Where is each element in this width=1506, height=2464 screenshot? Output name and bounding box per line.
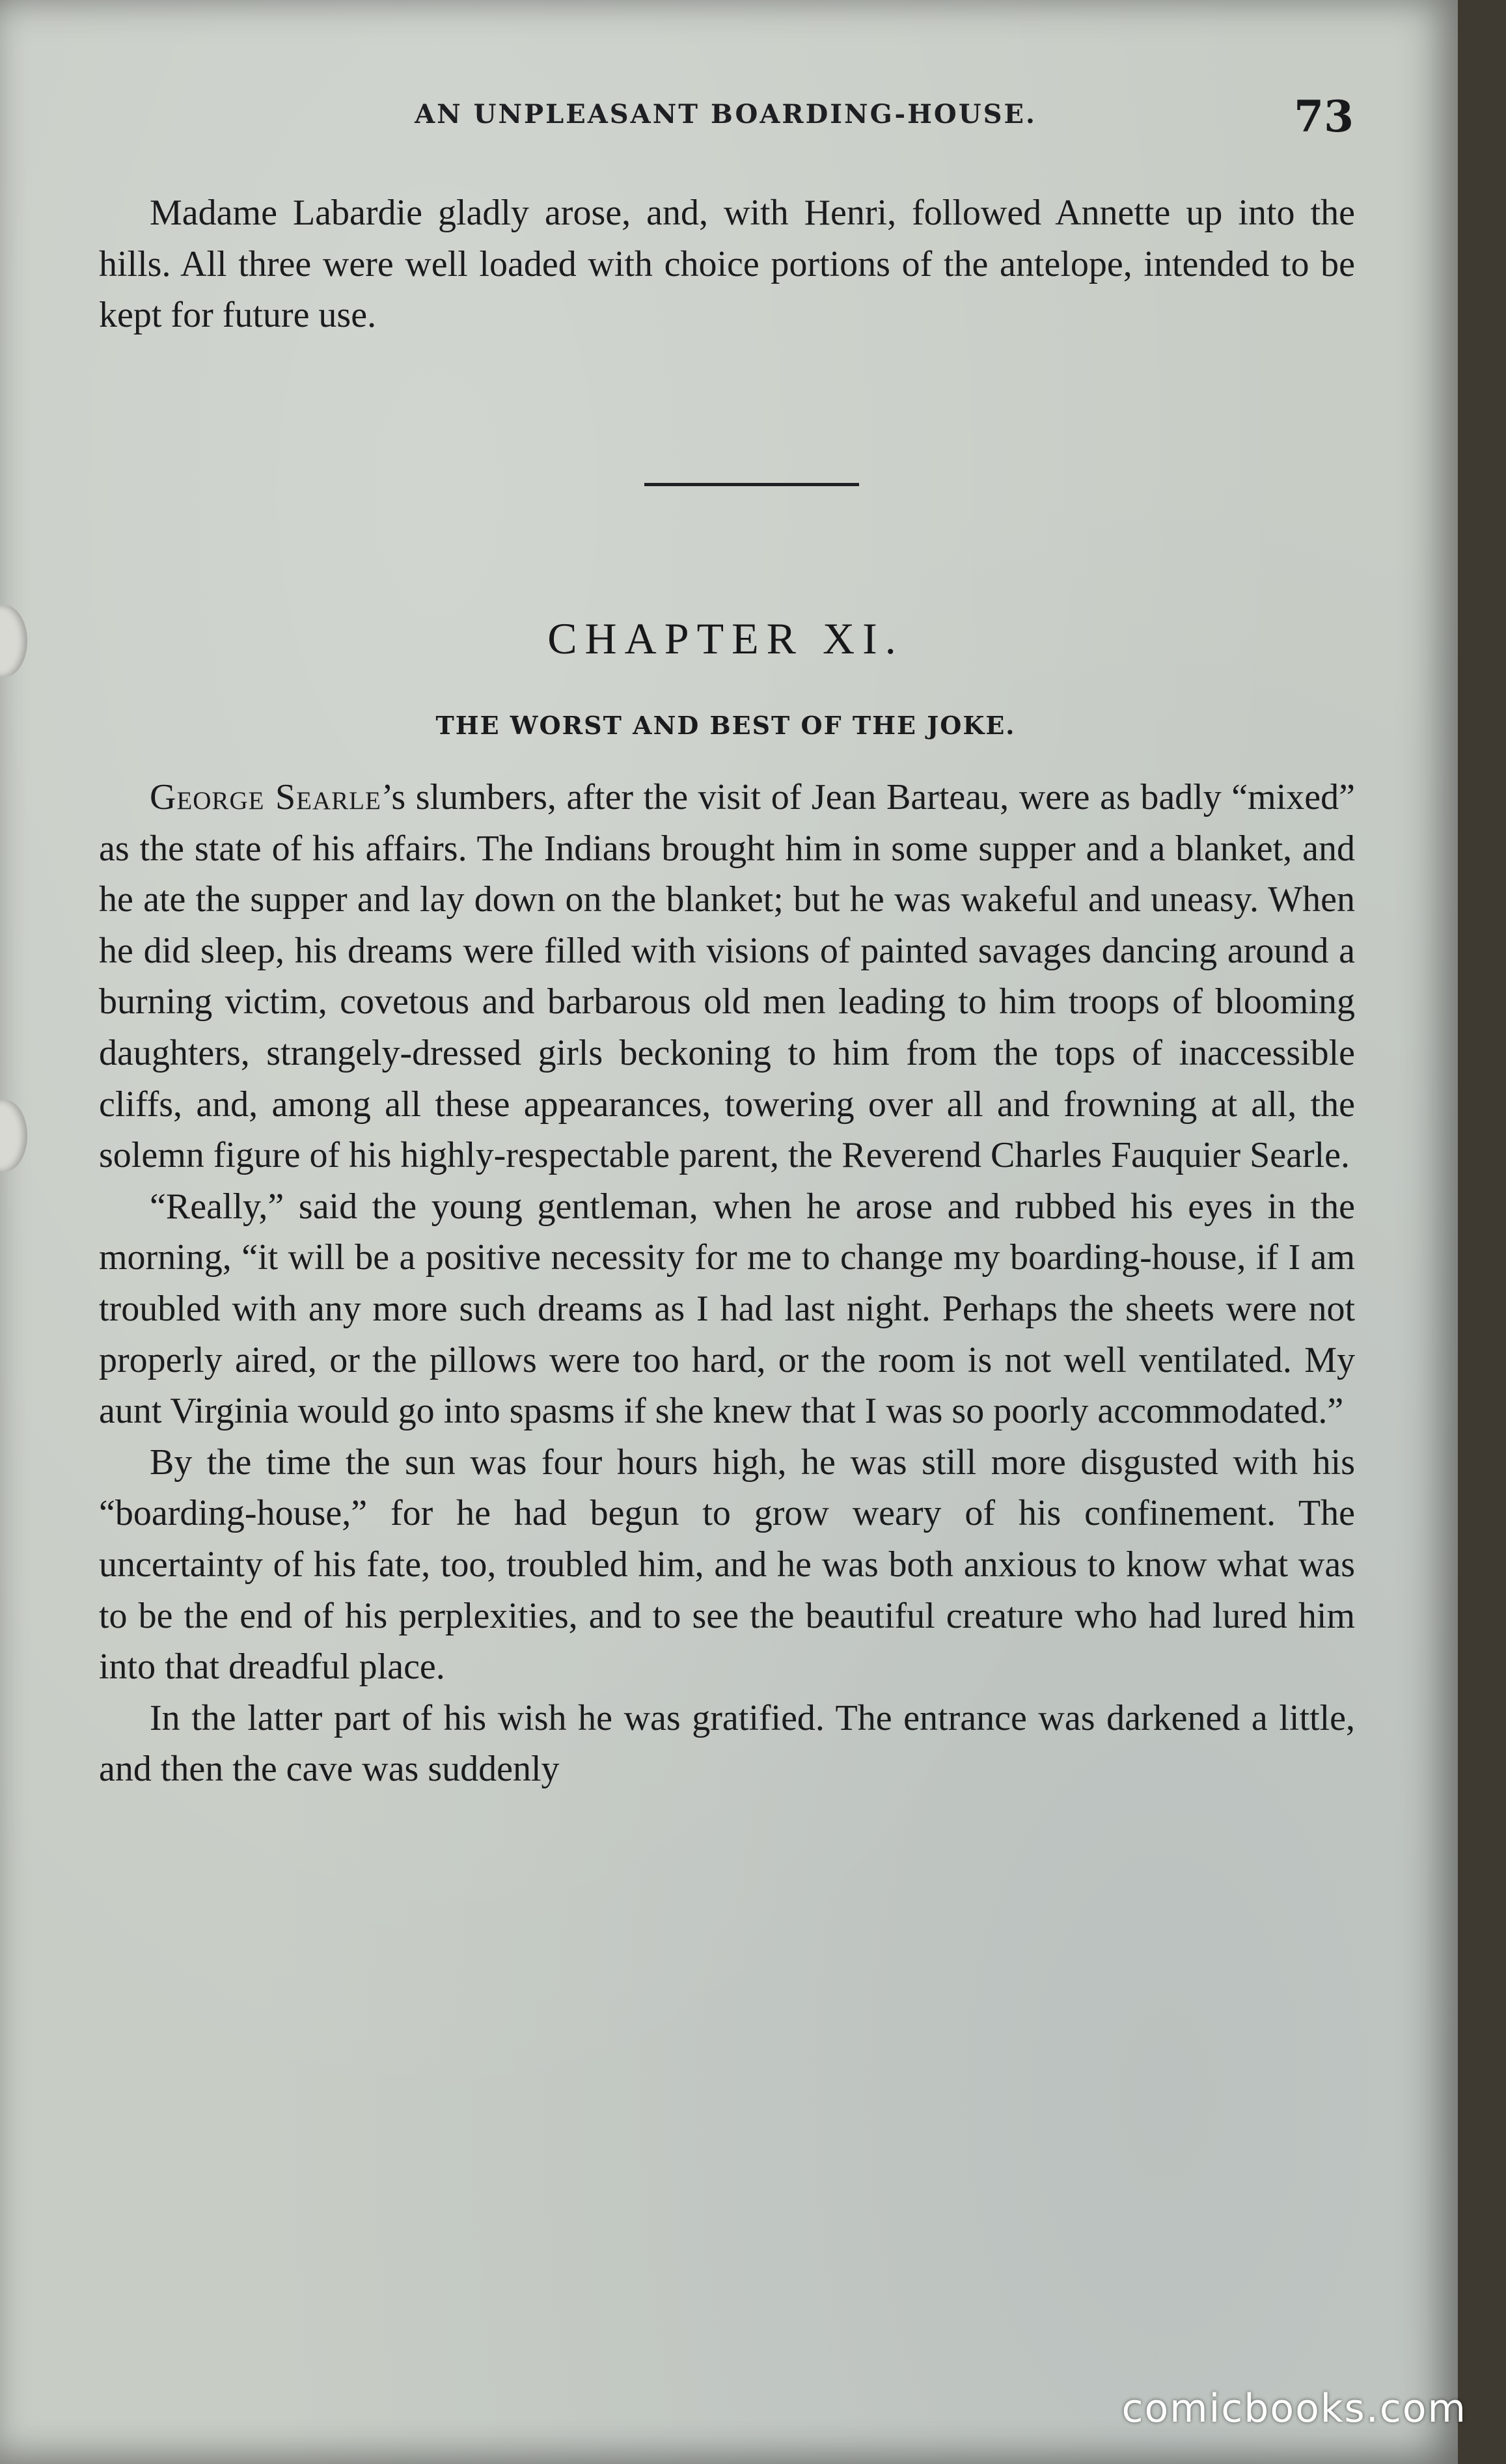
opening-text [99, 187, 1355, 341]
binding-hole [0, 1100, 27, 1171]
paragraph-text: ’s slumbers, after the visit of Jean Barteau, were as badly “mixed” as the state of his affairs. The Indians brought him in some supper and a blanket, and he ate the supper and lay down on the blanket; but he was wakeful and uneasy. When he did sleep, his dreams were filled with visions of painted savages dancing around a burning victim, covetous and barbarous old men leading to him troops of blooming daughters, strangely-dressed girls beckoning to him from the tops of inaccessible cliffs, and, among all these appearances, towering over all and frowning at all, the solemn figure of his highly-respectable parent, the Reverend Charles Fauquier Searle. [99, 777, 1355, 1176]
section-divider [644, 483, 859, 486]
binding-hole [0, 605, 27, 677]
opening-paragraph: Madame Labardie gladly arose, and, with Henri, followed Annette up into the hills. All three were well loaded with choice portions of the antelope, intended to be kept for future use. [99, 193, 1355, 336]
running-title: AN UNPLEASANT BOARDING-HOUSE. [415, 99, 1037, 130]
site-watermark: comicbooks.com [1121, 2386, 1467, 2431]
paragraph: In the latter part of his wish he was gratified. The entrance was darkened a little, and then the cave was suddenly [99, 1697, 1355, 1790]
paragraph [99, 772, 1355, 1181]
chapter-body [99, 772, 1355, 1795]
chapter-title: CHAPTER XI. [547, 614, 904, 663]
chapter-subtitle: THE WORST AND BEST OF THE JOKE. [435, 711, 1016, 740]
page-number: 73 [1294, 91, 1354, 142]
running-head [98, 91, 1354, 143]
paragraph: By the time the sun was four hours high, he was still more disgusted with his “boarding-house,” for he had begun to grow weary of his confinement. The uncertainty of his fate, too, troubled him, and he was both anxious to know what was to be the end of his perplexities, and to see the beautiful creature who had lured him into that dreadful place. [99, 1442, 1355, 1688]
paragraph: “Really,” said the young gentleman, when he arose and rubbed his eyes in the morning, “it will be a positive necessity for me to change my boarding-house, if I am troubled with any more such dreams as I had last night. Perhaps the sheets were not properly aired, or the pillows were too hard, or the room is not well ventilated. My aunt Virginia would go into spasms if she knew that I was so poorly accommodated.” [99, 1186, 1355, 1432]
character-name: George Searle [150, 777, 381, 817]
